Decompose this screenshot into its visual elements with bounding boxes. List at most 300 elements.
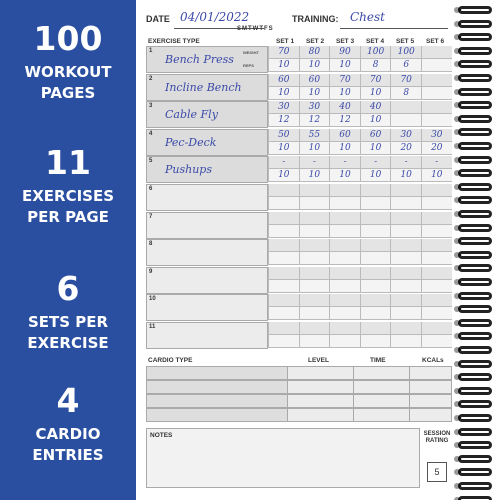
weight-cell[interactable] [360, 129, 391, 142]
weight-cell[interactable] [390, 322, 421, 335]
reps-cell[interactable] [390, 307, 421, 320]
reps-cell[interactable] [329, 280, 360, 293]
weight-cell[interactable] [329, 294, 360, 307]
weight-cell[interactable] [360, 212, 391, 225]
weight-value: 70 [278, 47, 290, 57]
reps-cell[interactable] [360, 307, 391, 320]
weight-cell[interactable] [421, 294, 452, 307]
reps-cell[interactable] [360, 225, 391, 238]
session-rating-label [422, 431, 452, 445]
date-label: DATE [146, 14, 170, 24]
spiral-ring [458, 264, 492, 272]
spiral-ring [458, 47, 492, 55]
reps-cell[interactable] [421, 335, 452, 348]
reps-cell[interactable] [360, 252, 391, 265]
exercise-number: 8 [149, 241, 153, 248]
date-value[interactable]: 04/01/2022 [180, 10, 250, 24]
weight-cell[interactable] [421, 46, 452, 59]
weight-cell[interactable] [268, 46, 299, 59]
spiral-ring [458, 482, 492, 490]
weight-cell[interactable] [390, 267, 421, 280]
reps-value: 10 [308, 170, 321, 181]
session-rating-label-line: RATING [425, 438, 449, 444]
day-of-week-selector[interactable]: SMTWTFS [237, 26, 274, 32]
reps-cell[interactable] [390, 280, 421, 293]
weight-value: 80 [308, 47, 321, 57]
cardio-row[interactable] [146, 380, 452, 394]
training-label: TRAINING: [292, 14, 339, 24]
reps-value: 10 [308, 142, 321, 153]
spiral-ring [458, 101, 492, 109]
weight-cell[interactable] [268, 156, 299, 169]
weight-cell[interactable] [390, 101, 421, 114]
exercise-row [146, 184, 452, 211]
reps-cell[interactable] [390, 142, 421, 155]
reps-cell[interactable] [299, 169, 330, 182]
reps-cell[interactable] [299, 335, 330, 348]
spiral-ring [458, 196, 492, 204]
spiral-ring [458, 441, 492, 449]
weight-value: 70 [400, 74, 412, 85]
reps-value: 10 [369, 115, 382, 126]
weight-cell[interactable] [268, 101, 299, 114]
feature-label-line: EXERCISE [27, 334, 109, 352]
weight-cell[interactable] [360, 294, 391, 307]
weight-cell[interactable] [360, 74, 391, 87]
kcals-header: KCALs [422, 357, 444, 364]
weight-cell[interactable] [299, 129, 330, 142]
exercise-row [146, 74, 452, 101]
reps-cell[interactable] [299, 87, 330, 100]
reps-cell[interactable] [268, 225, 299, 238]
feature-label-line: PER PAGE [27, 208, 109, 226]
spiral-ring [458, 319, 492, 327]
weight-value: 55 [308, 129, 321, 140]
weight-cell[interactable] [390, 184, 421, 197]
weight-cell[interactable] [268, 239, 299, 252]
reps-cell[interactable] [268, 252, 299, 265]
weight-cell[interactable] [329, 212, 360, 225]
weight-cell[interactable] [268, 74, 299, 87]
reps-cell[interactable] [390, 59, 421, 72]
set-cells [268, 74, 452, 101]
cardio-time-cell[interactable] [353, 409, 409, 421]
reps-label: REPS [243, 63, 254, 68]
weight-value: 90 [339, 47, 351, 57]
weight-cell[interactable] [390, 129, 421, 142]
weight-cell[interactable] [268, 294, 299, 307]
exercise-name-cell[interactable] [146, 294, 268, 321]
reps-cell[interactable] [299, 280, 330, 293]
weight-cell[interactable] [268, 129, 299, 142]
feature-label [0, 62, 136, 104]
reps-value: 12 [339, 115, 351, 126]
weight-cell[interactable] [421, 129, 452, 142]
reps-cell[interactable] [421, 114, 452, 127]
spiral-ring [458, 128, 492, 136]
weight-value: - [374, 157, 378, 168]
weight-cell[interactable] [360, 184, 391, 197]
reps-value: 10 [278, 87, 290, 98]
weight-cell[interactable] [329, 184, 360, 197]
weight-cell[interactable] [390, 294, 421, 307]
spiral-ring [458, 292, 492, 300]
reps-cell[interactable] [329, 142, 360, 155]
exercise-name-cell[interactable] [146, 129, 268, 156]
cardio-header [146, 356, 452, 366]
weight-cell[interactable] [421, 101, 452, 114]
exercise-row [146, 322, 452, 349]
weight-cell[interactable] [329, 46, 360, 59]
log-header [142, 6, 454, 28]
reps-cell[interactable] [421, 280, 452, 293]
weight-cell[interactable] [299, 294, 330, 307]
reps-value: 8 [403, 87, 410, 98]
weight-cell[interactable] [360, 156, 391, 169]
exercise-number: 11 [149, 324, 156, 330]
reps-cell[interactable] [390, 225, 421, 238]
weight-cell[interactable] [299, 184, 330, 197]
cardio-type-header: CARDIO TYPE [148, 357, 193, 364]
weight-cell[interactable] [390, 239, 421, 252]
weight-cell[interactable] [329, 156, 360, 169]
feature-workout-pages [0, 19, 136, 104]
weight-value: - [435, 157, 439, 168]
exercise-name-cell[interactable] [146, 184, 268, 211]
reps-cell[interactable] [390, 252, 421, 265]
reps-cell[interactable] [390, 114, 421, 127]
reps-cell[interactable] [360, 114, 391, 127]
reps-cell[interactable] [360, 142, 391, 155]
reps-cell[interactable] [299, 307, 330, 320]
exercise-name-cell[interactable] [146, 74, 268, 101]
weight-cell[interactable] [390, 46, 421, 59]
weight-cell[interactable] [421, 74, 452, 87]
notes-box[interactable] [146, 428, 420, 488]
cardio-type-cell[interactable] [147, 409, 287, 421]
reps-cell[interactable] [268, 280, 299, 293]
exercise-name-cell[interactable] [146, 322, 268, 349]
weight-cell[interactable] [421, 239, 452, 252]
spiral-ring [458, 33, 492, 41]
reps-cell[interactable] [299, 252, 330, 265]
reps-value: 12 [308, 115, 321, 126]
reps-cell[interactable] [360, 59, 391, 72]
spiral-ring [458, 237, 492, 245]
exercise-row [146, 294, 452, 321]
spiral-ring [458, 455, 492, 463]
set-header: SET 3 [336, 38, 355, 45]
weight-cell[interactable] [360, 267, 391, 280]
level-header: LEVEL [308, 357, 329, 364]
feature-label-line: EXERCISES [21, 187, 115, 205]
reps-cell[interactable] [268, 335, 299, 348]
reps-value: 20 [431, 142, 443, 153]
reps-cell[interactable] [329, 114, 360, 127]
weight-cell[interactable] [360, 101, 391, 114]
feature-label [0, 186, 136, 228]
reps-cell[interactable] [421, 59, 452, 72]
weight-value: 60 [278, 74, 290, 85]
cardio-type-cell[interactable] [147, 367, 287, 379]
reps-cell[interactable] [299, 225, 330, 238]
spiral-ring [458, 373, 492, 381]
exercise-row [146, 129, 452, 156]
reps-cell[interactable] [390, 169, 421, 182]
reps-value: 12 [278, 115, 290, 126]
weight-label: WEIGHT [243, 50, 259, 55]
spiral-ring [458, 332, 492, 340]
spiral-ring [458, 251, 492, 259]
weight-cell[interactable] [360, 239, 391, 252]
exercise-name: Cable Fly [165, 108, 218, 122]
reps-cell[interactable] [268, 87, 299, 100]
cardio-time-cell[interactable] [353, 395, 409, 407]
exercise-name: Bench Press [165, 53, 234, 66]
weight-value: 30 [308, 102, 321, 113]
spiral-ring [458, 115, 492, 123]
cardio-kcals-cell[interactable] [409, 367, 451, 379]
weight-cell[interactable] [329, 101, 360, 114]
feature-number: 6 [56, 269, 80, 308]
feature-label-line: CARDIO [35, 425, 101, 443]
reps-cell[interactable] [299, 197, 330, 210]
cardio-level-cell[interactable] [287, 409, 353, 421]
weight-value: 100 [367, 47, 385, 57]
spiral-ring [458, 428, 492, 436]
reps-value: 10 [278, 60, 290, 70]
exercise-row [146, 156, 452, 183]
weight-cell[interactable] [268, 322, 299, 335]
spiral-ring [458, 142, 492, 150]
reps-cell[interactable] [421, 142, 452, 155]
feature-label-line: SETS PER [27, 313, 109, 331]
weight-cell[interactable] [268, 212, 299, 225]
reps-cell[interactable] [421, 307, 452, 320]
notes-label: NOTES [150, 432, 173, 439]
reps-cell[interactable] [268, 59, 299, 72]
weight-cell[interactable] [268, 267, 299, 280]
reps-value: 10 [339, 142, 351, 153]
cardio-kcals-cell[interactable] [409, 381, 451, 393]
reps-cell[interactable] [329, 87, 360, 100]
reps-cell[interactable] [360, 280, 391, 293]
weight-cell[interactable] [360, 46, 391, 59]
set-header: SET 4 [366, 38, 385, 45]
reps-cell[interactable] [299, 142, 330, 155]
feature-cardio-entries [0, 381, 136, 466]
weight-cell[interactable] [329, 267, 360, 280]
exercise-name-cell[interactable] [146, 212, 268, 239]
reps-cell[interactable] [360, 335, 391, 348]
reps-value: 6 [403, 60, 410, 70]
set-cells [268, 267, 452, 294]
reps-value: 8 [372, 60, 379, 70]
feature-exercises-per-page [0, 143, 136, 228]
exercise-name-cell[interactable] [146, 267, 268, 294]
cardio-row[interactable] [146, 366, 452, 380]
cardio-time-cell[interactable] [353, 367, 409, 379]
reps-cell[interactable] [421, 169, 452, 182]
spiral-ring [458, 400, 492, 408]
cardio-kcals-cell[interactable] [409, 395, 451, 407]
weight-cell[interactable] [268, 184, 299, 197]
reps-cell[interactable] [390, 335, 421, 348]
weight-cell[interactable] [299, 46, 330, 59]
reps-cell[interactable] [421, 87, 452, 100]
cardio-time-cell[interactable] [353, 381, 409, 393]
exercise-row [146, 239, 452, 266]
reps-cell[interactable] [268, 307, 299, 320]
exercise-type-header: EXERCISE TYPE [148, 38, 200, 45]
set-cells [268, 239, 452, 266]
cardio-kcals-cell[interactable] [409, 409, 451, 421]
reps-value: 10 [431, 170, 443, 181]
spiral-ring [458, 224, 492, 232]
weight-cell[interactable] [299, 156, 330, 169]
reps-value: 20 [400, 142, 412, 153]
reps-cell[interactable] [329, 307, 360, 320]
spiral-ring [458, 6, 492, 14]
reps-value: 10 [369, 170, 382, 181]
reps-cell[interactable] [390, 87, 421, 100]
set-cells [268, 294, 452, 321]
feature-label-line: ENTRIES [32, 446, 104, 464]
reps-value: 10 [339, 170, 351, 181]
reps-cell[interactable] [421, 225, 452, 238]
reps-cell[interactable] [329, 225, 360, 238]
set-cells [268, 212, 452, 239]
spiral-ring [458, 183, 492, 191]
cardio-row[interactable] [146, 394, 452, 408]
training-value[interactable]: Chest [350, 10, 385, 24]
reps-cell[interactable] [299, 59, 330, 72]
set-header: SET 6 [426, 38, 445, 45]
weight-cell[interactable] [390, 74, 421, 87]
weight-cell[interactable] [390, 156, 421, 169]
reps-cell[interactable] [360, 197, 391, 210]
session-rating [422, 428, 452, 488]
reps-cell[interactable] [329, 169, 360, 182]
exercise-name-cell[interactable] [146, 156, 268, 183]
weight-value: 40 [339, 102, 351, 113]
spiral-ring [458, 414, 492, 422]
cardio-type-cell[interactable] [147, 395, 287, 407]
reps-cell[interactable] [329, 59, 360, 72]
weight-cell[interactable] [421, 156, 452, 169]
reps-cell[interactable] [329, 252, 360, 265]
feature-sets-per-exercise [0, 269, 136, 354]
exercise-row [146, 212, 452, 239]
weight-value: 50 [278, 129, 290, 140]
reps-value: 10 [308, 60, 321, 70]
feature-label [0, 424, 136, 466]
exercise-row [146, 46, 452, 73]
set-cells [268, 46, 452, 73]
reps-value: 10 [339, 60, 351, 70]
reps-cell[interactable] [329, 335, 360, 348]
spiral-ring [458, 210, 492, 218]
exercise-number: 9 [149, 268, 153, 275]
spiral-ring [458, 387, 492, 395]
exercise-number: 5 [149, 158, 153, 165]
exercise-name-cell[interactable] [146, 239, 268, 266]
spiral-ring [458, 169, 492, 177]
exercise-row [146, 267, 452, 294]
time-header: TIME [370, 357, 386, 364]
weight-cell[interactable] [299, 267, 330, 280]
set-cells [268, 322, 452, 349]
set-cells [268, 184, 452, 211]
training-underline [340, 28, 448, 29]
exercise-name: Pec-Deck [165, 135, 217, 149]
reps-cell[interactable] [299, 114, 330, 127]
weight-cell[interactable] [299, 322, 330, 335]
spiral-ring [458, 346, 492, 354]
weight-cell[interactable] [299, 239, 330, 252]
weight-value: - [312, 157, 316, 168]
reps-cell[interactable] [360, 87, 391, 100]
cardio-level-cell[interactable] [287, 367, 353, 379]
spiral-ring [458, 468, 492, 476]
weight-cell[interactable] [299, 212, 330, 225]
exercise-name: Incline Bench [165, 80, 242, 94]
weight-value: 60 [339, 129, 351, 140]
weight-cell[interactable] [329, 322, 360, 335]
set-header: SET 1 [276, 38, 295, 45]
cardio-level-cell[interactable] [287, 381, 353, 393]
cardio-type-cell[interactable] [147, 381, 287, 393]
weight-cell[interactable] [421, 184, 452, 197]
reps-value: 10 [308, 87, 321, 98]
spiral-ring [458, 360, 492, 368]
cardio-row[interactable] [146, 408, 452, 422]
weight-cell[interactable] [329, 129, 360, 142]
exercise-number: 1 [149, 48, 153, 54]
weight-cell[interactable] [421, 267, 452, 280]
reps-cell[interactable] [268, 142, 299, 155]
weight-cell[interactable] [421, 322, 452, 335]
weight-cell[interactable] [299, 101, 330, 114]
session-rating-value[interactable]: 5 [427, 462, 447, 482]
cardio-level-cell[interactable] [287, 395, 353, 407]
reps-cell[interactable] [421, 252, 452, 265]
reps-cell[interactable] [421, 197, 452, 210]
exercise-name-cell[interactable] [146, 46, 268, 73]
workout-log-page [142, 0, 454, 500]
weight-cell[interactable] [299, 74, 330, 87]
weight-value: 100 [397, 47, 415, 57]
reps-cell[interactable] [360, 169, 391, 182]
weight-cell[interactable] [360, 322, 391, 335]
reps-cell[interactable] [390, 197, 421, 210]
reps-value: 10 [278, 170, 290, 181]
reps-cell[interactable] [268, 114, 299, 127]
weight-cell[interactable] [329, 239, 360, 252]
reps-cell[interactable] [329, 197, 360, 210]
weight-cell[interactable] [390, 212, 421, 225]
reps-cell[interactable] [268, 197, 299, 210]
set-cells [268, 101, 452, 128]
reps-value: 10 [400, 170, 412, 181]
weight-value: - [404, 157, 408, 168]
weight-value: 40 [369, 102, 382, 113]
reps-cell[interactable] [268, 169, 299, 182]
feature-number: 4 [56, 381, 80, 420]
weight-cell[interactable] [421, 212, 452, 225]
weight-cell[interactable] [329, 74, 360, 87]
exercise-name-cell[interactable] [146, 101, 268, 128]
